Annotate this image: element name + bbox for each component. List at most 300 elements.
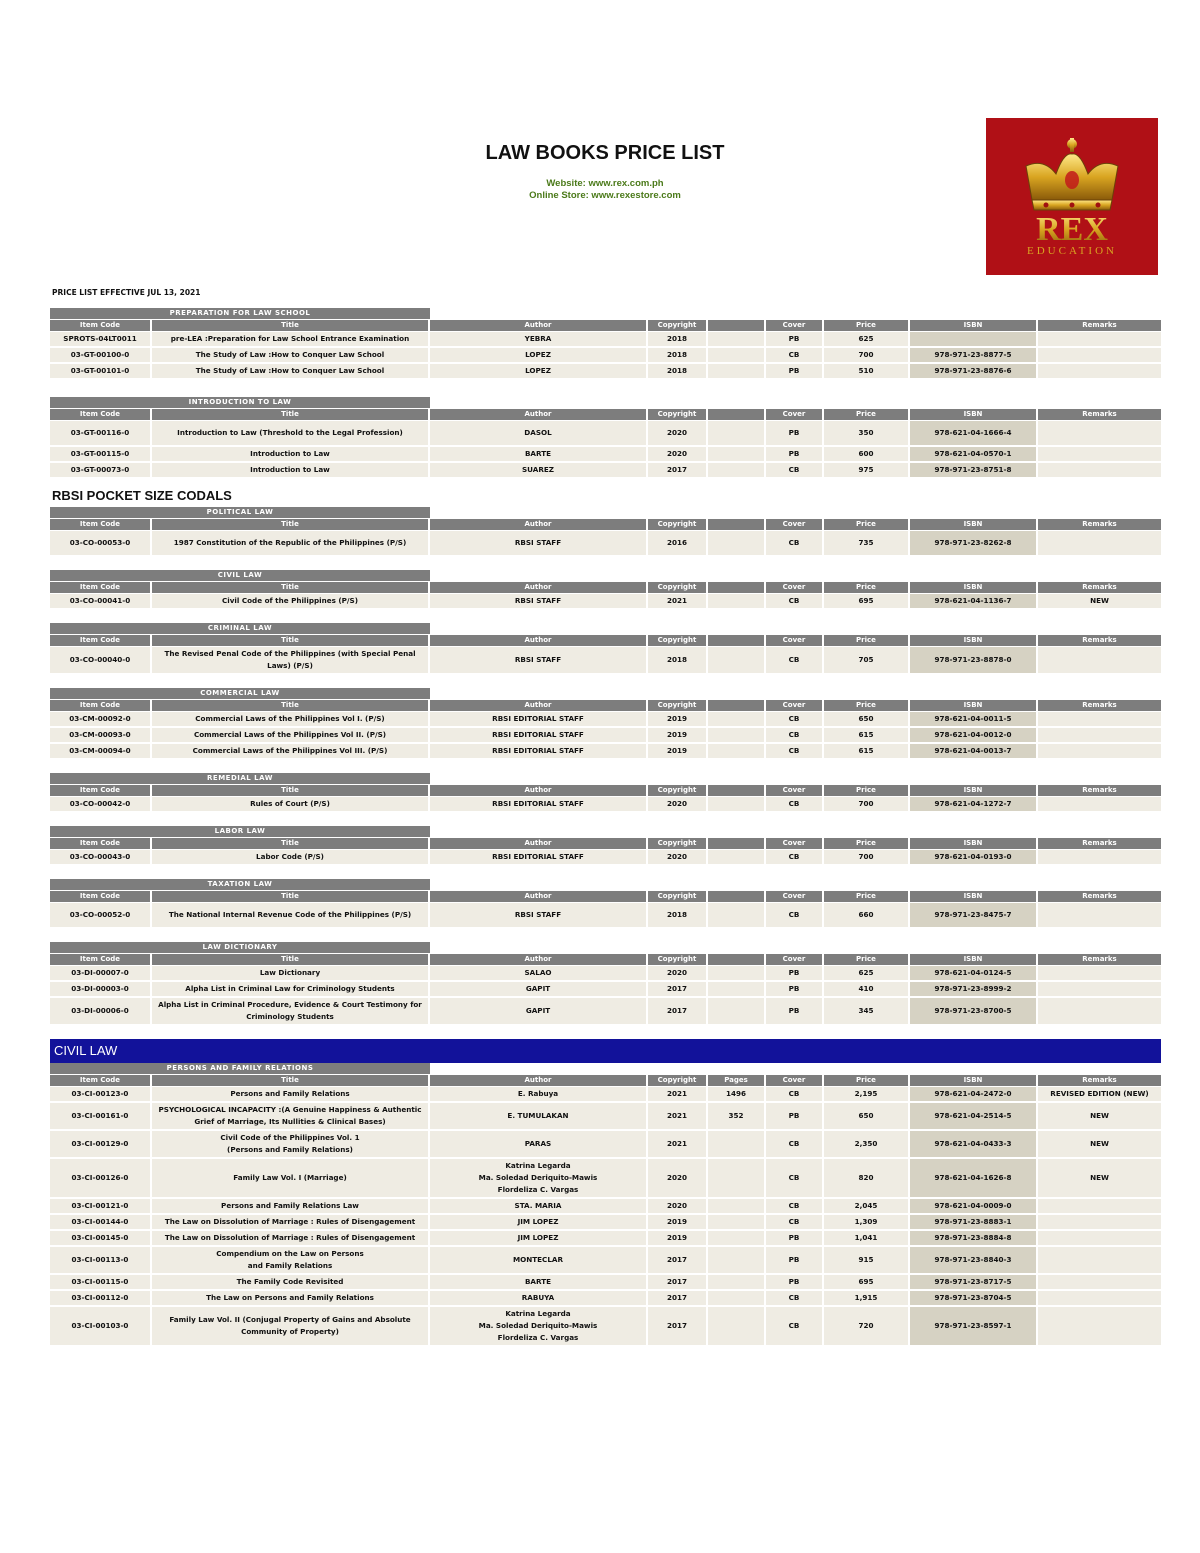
table-cell: 03-CO-00043-0	[50, 849, 150, 865]
table-cell: 2,195	[824, 1086, 908, 1102]
table-cell: PB	[766, 1102, 822, 1130]
column-header: Item Code	[50, 838, 150, 849]
table-cell: 2020	[648, 796, 706, 812]
table-cell	[708, 849, 764, 865]
table-cell: 03-GT-00100-0	[50, 347, 150, 363]
category-header: REMEDIAL LAW	[50, 773, 430, 784]
table-cell: 1,041	[824, 1230, 908, 1246]
table-cell: 03-CI-00161-0	[50, 1102, 150, 1130]
table-cell	[708, 593, 764, 609]
column-header: Author	[430, 1075, 646, 1086]
table-cell: Alpha List in Criminal Law for Criminology Students	[152, 981, 428, 997]
table-prep	[48, 320, 1163, 379]
table-cell: 352	[708, 1102, 764, 1130]
table-cell: CB	[766, 646, 822, 674]
table-cell	[1038, 965, 1161, 981]
table-cell: CB	[766, 1214, 822, 1230]
table-row	[50, 1230, 1161, 1246]
table-cell: 2018	[648, 347, 706, 363]
table-cell: CB	[766, 849, 822, 865]
column-header: Author	[430, 838, 646, 849]
column-header	[708, 954, 764, 965]
column-header: Copyright	[648, 700, 706, 711]
table-cell: CB	[766, 1158, 822, 1198]
table-cell	[708, 646, 764, 674]
column-header: Price	[824, 1075, 908, 1086]
column-header: ISBN	[910, 891, 1036, 902]
table-cell: PB	[766, 420, 822, 446]
table-cell: 978-621-04-0013-7	[910, 743, 1036, 759]
column-header	[708, 320, 764, 331]
table-row	[50, 420, 1161, 446]
table-cell: pre-LEA :Preparation for Law School Entrance Examination	[152, 331, 428, 347]
table-cell: RABUYA	[430, 1290, 646, 1306]
table-dictionary	[48, 954, 1163, 1025]
table-cell: RBSI STAFF	[430, 646, 646, 674]
column-header: Remarks	[1038, 785, 1161, 796]
column-header: Item Code	[50, 891, 150, 902]
column-header	[708, 519, 764, 530]
column-header: ISBN	[910, 954, 1036, 965]
table-cell: 03-GT-00073-0	[50, 462, 150, 478]
table-cell: 705	[824, 646, 908, 674]
table-cell: 2020	[648, 1198, 706, 1214]
table-cell: 2018	[648, 363, 706, 379]
table-cell: CB	[766, 1086, 822, 1102]
table-cell: YEBRA	[430, 331, 646, 347]
table-cell: 978-971-23-8840-3	[910, 1246, 1036, 1274]
table-cell: RBSI EDITORIAL STAFF	[430, 727, 646, 743]
table-cell: 625	[824, 331, 908, 347]
table-cell: 03-CI-00145-0	[50, 1230, 150, 1246]
column-header: Item Code	[50, 582, 150, 593]
table-cell: 615	[824, 727, 908, 743]
table-cell: 2017	[648, 981, 706, 997]
column-header: Cover	[766, 1075, 822, 1086]
table-cell: 03-GT-00101-0	[50, 363, 150, 379]
table-cell: 03-DI-00003-0	[50, 981, 150, 997]
table-cell: The National Internal Revenue Code of the Philippines (P/S)	[152, 902, 428, 928]
column-header	[708, 582, 764, 593]
column-header: Item Code	[50, 1075, 150, 1086]
table-cell: 03-CO-00053-0	[50, 530, 150, 556]
table-cell: 660	[824, 902, 908, 928]
column-header: Price	[824, 700, 908, 711]
table-cell: JIM LOPEZ	[430, 1214, 646, 1230]
table-cell: MONTECLAR	[430, 1246, 646, 1274]
table-cell: 978-971-23-8704-5	[910, 1290, 1036, 1306]
column-header: Author	[430, 409, 646, 420]
table-cell: Persons and Family Relations Law	[152, 1198, 428, 1214]
table-cell: CB	[766, 743, 822, 759]
table-cell: 978-971-23-8876-6	[910, 363, 1036, 379]
table-cell	[708, 965, 764, 981]
table-cell	[1038, 796, 1161, 812]
table-cell: CB	[766, 711, 822, 727]
table-cell: BARTE	[430, 1274, 646, 1290]
column-header: ISBN	[910, 409, 1036, 420]
table-cell	[1038, 646, 1161, 674]
table-cell: 978-971-23-8999-2	[910, 981, 1036, 997]
column-header: Title	[152, 409, 428, 420]
table-cell	[708, 1306, 764, 1346]
table-cell: PB	[766, 965, 822, 981]
table-cell: RBSI STAFF	[430, 593, 646, 609]
table-cell: Rules of Court (P/S)	[152, 796, 428, 812]
column-header: Title	[152, 891, 428, 902]
table-row	[50, 593, 1161, 609]
table-cell: 700	[824, 796, 908, 812]
table-cell: 2016	[648, 530, 706, 556]
table-cell: 2019	[648, 1230, 706, 1246]
column-header: Remarks	[1038, 1075, 1161, 1086]
table-row	[50, 1306, 1161, 1346]
table-cell: 978-621-04-0570-1	[910, 446, 1036, 462]
table-cell	[1038, 363, 1161, 379]
table-cell: SUAREZ	[430, 462, 646, 478]
table-cell: 975	[824, 462, 908, 478]
table-political	[48, 519, 1163, 556]
column-header: Copyright	[648, 320, 706, 331]
column-header: ISBN	[910, 635, 1036, 646]
column-header: Price	[824, 582, 908, 593]
table-cell	[1038, 1306, 1161, 1346]
table-row	[50, 743, 1161, 759]
table-cell	[910, 331, 1036, 347]
table-row	[50, 1214, 1161, 1230]
table-cell: 2019	[648, 1214, 706, 1230]
column-header: Title	[152, 635, 428, 646]
category-header: TAXATION LAW	[50, 879, 430, 890]
table-cell	[708, 902, 764, 928]
table-cell	[708, 711, 764, 727]
table-cell: RBSI EDITORIAL STAFF	[430, 711, 646, 727]
table-cell	[708, 347, 764, 363]
table-cell: PB	[766, 981, 822, 997]
table-cell: Commercial Laws of the Philippines Vol II. (P/S)	[152, 727, 428, 743]
table-cell	[1038, 1274, 1161, 1290]
table-cell: 03-CM-00092-0	[50, 711, 150, 727]
table-cell: 650	[824, 711, 908, 727]
table-row	[50, 997, 1161, 1025]
table-remedial	[48, 785, 1163, 812]
column-header: Remarks	[1038, 954, 1161, 965]
column-header: Cover	[766, 954, 822, 965]
category-header: LAW DICTIONARY	[50, 942, 430, 953]
table-cell: CB	[766, 727, 822, 743]
column-header: Author	[430, 320, 646, 331]
table-cell: 510	[824, 363, 908, 379]
table-cell: GAPIT	[430, 997, 646, 1025]
table-cell: 978-971-23-8878-0	[910, 646, 1036, 674]
table-cell: CB	[766, 1130, 822, 1158]
table-cell: Labor Code (P/S)	[152, 849, 428, 865]
table-cell: 03-CO-00040-0	[50, 646, 150, 674]
column-header: Copyright	[648, 519, 706, 530]
table-cell: 2019	[648, 727, 706, 743]
table-cell: 978-971-23-8700-5	[910, 997, 1036, 1025]
table-cell	[1038, 981, 1161, 997]
table-labor	[48, 838, 1163, 865]
table-cell: 03-GT-00116-0	[50, 420, 150, 446]
table-cell	[708, 530, 764, 556]
table-cell: Family Law Vol. I (Marriage)	[152, 1158, 428, 1198]
table-cell: 2017	[648, 1306, 706, 1346]
table-cell: Compendium on the Law on Persons and Family Relations	[152, 1246, 428, 1274]
table-cell	[1038, 902, 1161, 928]
column-header: Remarks	[1038, 700, 1161, 711]
table-cell: Law Dictionary	[152, 965, 428, 981]
column-header: Item Code	[50, 635, 150, 646]
table-cell: CB	[766, 1306, 822, 1346]
table-cell	[708, 796, 764, 812]
table-cell: PSYCHOLOGICAL INCAPACITY :(A Genuine Happiness & Authentic Grief of Marriage, Its Nullities & Clinical Bases)	[152, 1102, 428, 1130]
table-cell: 2021	[648, 1102, 706, 1130]
column-header: Cover	[766, 320, 822, 331]
table-cell: The Law on Dissolution of Marriage : Rules of Disengagement	[152, 1230, 428, 1246]
column-header: Cover	[766, 582, 822, 593]
table-row	[50, 1274, 1161, 1290]
column-header: Cover	[766, 891, 822, 902]
table-cell	[708, 1198, 764, 1214]
column-header: ISBN	[910, 320, 1036, 331]
table-cell	[708, 420, 764, 446]
table-cell	[708, 331, 764, 347]
column-header	[708, 635, 764, 646]
table-cell: PB	[766, 1230, 822, 1246]
table-cell	[1038, 347, 1161, 363]
table-cell	[1038, 530, 1161, 556]
table-cell: The Law on Dissolution of Marriage : Rules of Disengagement	[152, 1214, 428, 1230]
table-cell: E. TUMULAKAN	[430, 1102, 646, 1130]
table-cell: CB	[766, 1198, 822, 1214]
table-cell: 695	[824, 593, 908, 609]
table-cell: Family Law Vol. II (Conjugal Property of Gains and Absolute Community of Property)	[152, 1306, 428, 1346]
table-cell: 2019	[648, 743, 706, 759]
column-header: Remarks	[1038, 582, 1161, 593]
column-header: Remarks	[1038, 838, 1161, 849]
table-row	[50, 849, 1161, 865]
table-cell: 03-CO-00042-0	[50, 796, 150, 812]
category-header: CRIMINAL LAW	[50, 623, 430, 634]
table-row	[50, 796, 1161, 812]
table-cell: 03-CI-00112-0	[50, 1290, 150, 1306]
table-cell: NEW	[1038, 593, 1161, 609]
column-header: ISBN	[910, 1075, 1036, 1086]
section-title: RBSI POCKET SIZE CODALS	[52, 488, 232, 503]
table-cell: Civil Code of the Philippines Vol. 1 (Persons and Family Relations)	[152, 1130, 428, 1158]
table-cell: CB	[766, 593, 822, 609]
table-cell: 978-621-04-0012-0	[910, 727, 1036, 743]
column-header: Copyright	[648, 954, 706, 965]
table-cell: 978-971-23-8751-8	[910, 462, 1036, 478]
table-row	[50, 1198, 1161, 1214]
table-taxation	[48, 891, 1163, 928]
crown-icon	[986, 118, 1158, 275]
table-cell: 2020	[648, 849, 706, 865]
table-cell: CB	[766, 530, 822, 556]
table-cell	[1038, 743, 1161, 759]
table-row	[50, 331, 1161, 347]
table-cell: 978-621-04-0011-5	[910, 711, 1036, 727]
table-cell: Introduction to Law (Threshold to the Legal Profession)	[152, 420, 428, 446]
table-cell	[1038, 727, 1161, 743]
table-cell	[1038, 1246, 1161, 1274]
table-cell: Introduction to Law	[152, 462, 428, 478]
table-cell: 700	[824, 347, 908, 363]
column-header: Item Code	[50, 320, 150, 331]
table-cell: 820	[824, 1158, 908, 1198]
table-row	[50, 347, 1161, 363]
category-header: PERSONS AND FAMILY RELATIONS	[50, 1063, 430, 1074]
table-cell: 978-971-23-8597-1	[910, 1306, 1036, 1346]
column-header: Cover	[766, 785, 822, 796]
table-cell: PB	[766, 446, 822, 462]
table-cell: 03-CI-00113-0	[50, 1246, 150, 1274]
table-cell: PB	[766, 997, 822, 1025]
table-cell: PB	[766, 1246, 822, 1274]
table-cell: SPROTS-04LT0011	[50, 331, 150, 347]
table-cell: DASOL	[430, 420, 646, 446]
table-cell: CB	[766, 462, 822, 478]
table-cell: 2017	[648, 462, 706, 478]
table-cell: 03-CI-00126-0	[50, 1158, 150, 1198]
table-cell	[1038, 1230, 1161, 1246]
column-header: Pages	[708, 1075, 764, 1086]
table-cell: RBSI EDITORIAL STAFF	[430, 796, 646, 812]
table-cell: 03-DI-00006-0	[50, 997, 150, 1025]
table-cell: 03-CI-00123-0	[50, 1086, 150, 1102]
column-header	[708, 891, 764, 902]
column-header: Copyright	[648, 891, 706, 902]
column-header: Author	[430, 785, 646, 796]
table-row	[50, 727, 1161, 743]
table-row	[50, 1290, 1161, 1306]
table-cell: 03-CI-00144-0	[50, 1214, 150, 1230]
table-cell: 978-621-04-1136-7	[910, 593, 1036, 609]
category-header: COMMERCIAL LAW	[50, 688, 430, 699]
table-row	[50, 1246, 1161, 1274]
table-cell: The Family Code Revisited	[152, 1274, 428, 1290]
table-intro	[48, 409, 1163, 478]
table-cell	[708, 743, 764, 759]
table-cell: RBSI STAFF	[430, 530, 646, 556]
column-header: Title	[152, 1075, 428, 1086]
column-header: Cover	[766, 700, 822, 711]
table-cell: 978-621-04-1626-8	[910, 1158, 1036, 1198]
category-header: LABOR LAW	[50, 826, 430, 837]
table-cell: 03-DI-00007-0	[50, 965, 150, 981]
table-cell: SALAO	[430, 965, 646, 981]
website-line: Website: www.rex.com.ph	[546, 178, 664, 189]
table-cell	[708, 363, 764, 379]
table-cell	[708, 981, 764, 997]
column-header: Title	[152, 320, 428, 331]
table-cell: 410	[824, 981, 908, 997]
column-header: Remarks	[1038, 891, 1161, 902]
table-cell: 695	[824, 1274, 908, 1290]
column-header: Copyright	[648, 582, 706, 593]
table-cell: LOPEZ	[430, 347, 646, 363]
table-cell: Commercial Laws of the Philippines Vol I. (P/S)	[152, 711, 428, 727]
table-cell: 03-CO-00041-0	[50, 593, 150, 609]
table-cell: PARAS	[430, 1130, 646, 1158]
table-cell: 978-971-23-8883-1	[910, 1214, 1036, 1230]
table-cell: The Study of Law :How to Conquer Law School	[152, 347, 428, 363]
table-cell: 720	[824, 1306, 908, 1346]
table-civil-ps	[48, 582, 1163, 609]
table-row	[50, 462, 1161, 478]
table-cell	[1038, 1198, 1161, 1214]
logo-sub: EDUCATION	[1027, 245, 1117, 257]
table-cell: 2020	[648, 965, 706, 981]
column-header: Price	[824, 320, 908, 331]
table-cell: RBSI EDITORIAL STAFF	[430, 743, 646, 759]
table-cell: NEW	[1038, 1102, 1161, 1130]
table-row	[50, 446, 1161, 462]
table-cell: 03-CM-00094-0	[50, 743, 150, 759]
column-header: Item Code	[50, 785, 150, 796]
online-store-line: Online Store: www.rexestore.com	[529, 190, 681, 201]
table-cell	[1038, 420, 1161, 446]
table-cell: The Law on Persons and Family Relations	[152, 1290, 428, 1306]
table-row	[50, 902, 1161, 928]
table-cell: 1496	[708, 1086, 764, 1102]
table-cell: 2,350	[824, 1130, 908, 1158]
table-cell: 978-621-04-1272-7	[910, 796, 1036, 812]
column-header: Author	[430, 891, 646, 902]
table-cell: 03-CI-00129-0	[50, 1130, 150, 1158]
table-cell: CB	[766, 796, 822, 812]
table-cell: 600	[824, 446, 908, 462]
table-cell: 03-CM-00093-0	[50, 727, 150, 743]
column-header: Author	[430, 954, 646, 965]
table-cell: NEW	[1038, 1158, 1161, 1198]
table-cell: 978-621-04-0124-5	[910, 965, 1036, 981]
table-cell: 615	[824, 743, 908, 759]
table-cell: NEW	[1038, 1130, 1161, 1158]
table-cell	[708, 1158, 764, 1198]
column-header: Price	[824, 635, 908, 646]
column-header	[708, 700, 764, 711]
table-row	[50, 1086, 1161, 1102]
table-cell	[708, 727, 764, 743]
table-cell: 03-CI-00115-0	[50, 1274, 150, 1290]
column-header: Cover	[766, 519, 822, 530]
table-row	[50, 981, 1161, 997]
column-header: Cover	[766, 635, 822, 646]
table-cell: 345	[824, 997, 908, 1025]
table-commercial	[48, 700, 1163, 759]
table-criminal	[48, 635, 1163, 674]
column-header: Item Code	[50, 519, 150, 530]
table-cell: CB	[766, 347, 822, 363]
table-cell	[708, 997, 764, 1025]
category-header: PREPARATION FOR LAW SCHOOL	[50, 308, 430, 319]
table-cell	[708, 1290, 764, 1306]
table-cell: RBSI STAFF	[430, 902, 646, 928]
table-cell: 978-621-04-2472-0	[910, 1086, 1036, 1102]
table-cell	[1038, 997, 1161, 1025]
price-list	[50, 308, 1161, 1346]
column-header: ISBN	[910, 582, 1036, 593]
column-header: Price	[824, 785, 908, 796]
table-cell: STA. MARIA	[430, 1198, 646, 1214]
column-header: Author	[430, 582, 646, 593]
table-cell: 2020	[648, 1158, 706, 1198]
logo-brand: REX	[1036, 211, 1108, 248]
table-cell: 2021	[648, 1086, 706, 1102]
